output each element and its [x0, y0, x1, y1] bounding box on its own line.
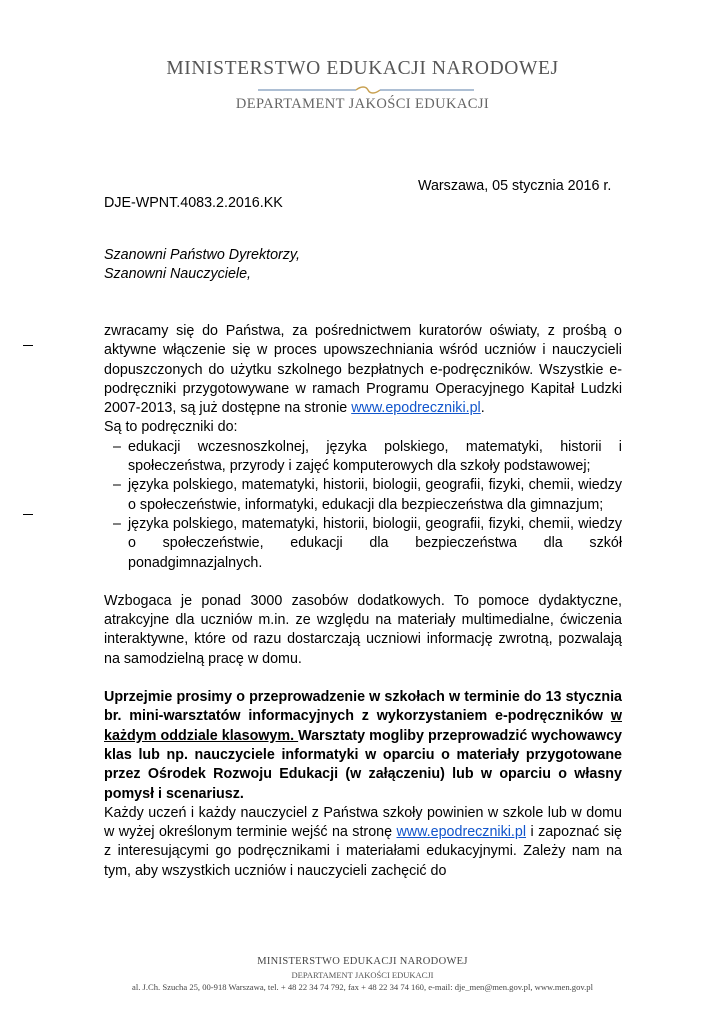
- paragraph-access-text-1: Każdy uczeń i każdy nauczyciel z Państwa szkoły powinien w szkole lub w domu w wyżej określonym terminie wejść na stronę: [104, 804, 622, 841]
- list-item: [104, 476, 622, 515]
- paragraph-request: [104, 688, 622, 804]
- letter-date: Warszawa, 05 stycznia 2016 r.: [418, 178, 612, 194]
- list-item-text: języka polskiego, matematyki, historii, biologii, geografii, fizyki, chemii, wiedzy o społeczeństwie, informatyki, edukacji dla bezpieczeństwa dla gimnazjum;: [128, 477, 622, 513]
- letter-body: [104, 322, 622, 881]
- letter-greeting: [104, 246, 300, 284]
- request-text-1: Uprzejmie prosimy o przeprowadzenie w szkołach w terminie do 13 stycznia br. mini-warsztatów informacyjnych z wykorzystaniem e-podręczników: [104, 689, 622, 725]
- footer-department: DEPARTAMENT JAKOŚCI EDUKACJI: [291, 970, 434, 980]
- letter-reference-number: DJE-WPNT.4083.2.2016.KK: [104, 195, 283, 211]
- list-intro: Są to podręczniki do:: [104, 419, 238, 436]
- epodreczniki-link[interactable]: www.epodreczniki.pl: [396, 824, 527, 841]
- fold-mark: [23, 514, 33, 515]
- request-text-underlined: w każdym oddziale klasowym.: [104, 708, 622, 744]
- paragraph-access: [104, 804, 622, 881]
- paragraph-intro: [104, 322, 622, 418]
- letterhead-ornament-rule: [258, 86, 474, 94]
- greeting-line-2: Szanowni Nauczyciele,: [104, 266, 252, 282]
- list-dash: –: [113, 477, 121, 494]
- letterhead-department: DEPARTAMENT JAKOŚCI EDUKACJI: [235, 96, 490, 112]
- list-item: [104, 515, 622, 573]
- list-dash: –: [113, 515, 121, 532]
- list-dash: –: [113, 438, 121, 455]
- paragraph-intro-text: zwracamy się do Państwa, za pośrednictwem kuratorów oświaty, z prośbą o aktywne włączenie się w proces upowszechniania wśród uczniów i nauczycieli dopuszczonych do użytku szkolnego bezpłatnych e-podręczników. Wszystkie e-podręczniki przygotowywane w ramach Programu Operacyjnego Kapitał Ludzki 2007-2013, są już dostępne na stronie: [104, 323, 622, 417]
- list-item-text: edukacji wczesnoszkolnej, języka polskiego, matematyki, historii i społeczeństwa, przyrody i zajęć komputerowych dla szkoły podstawowej;: [128, 438, 622, 475]
- request-text-2: Warsztaty mogliby przeprowadzić wychowawcy klas lub np. nauczyciele informatyki w oparciu o materiały przygotowane przez Ośrodek Rozwoju Edukacji (w załączeniu) lub w oparciu o własny pomysł i scenariusz.: [104, 727, 622, 802]
- epodreczniki-link[interactable]: www.epodreczniki.pl: [351, 400, 481, 417]
- footer-ministry: MINISTERSTWO EDUKACJI NARODOWEJ: [257, 956, 468, 967]
- letterhead-ministry-title: MINISTERSTWO EDUKACJI NARODOWEJ: [166, 58, 559, 79]
- paragraph-intro-end: .: [480, 400, 485, 417]
- list-item: [104, 438, 622, 477]
- paragraph-access-text-2: i zapoznać się z interesującymi go podręcznikami i materiałami edukacyjnymi. Zależy nam na tym, aby wszystkich uczniów i nauczycieli zachęcić do: [104, 824, 622, 879]
- paragraph-resources: Wzbogaca je ponad 3000 zasobów dodatkowych. To pomoce dydaktyczne, atrakcyjne dla uczniów m.in. ze względu na materiały multimedialne, ćwiczenia interaktywne, które od razu dostarczają uczniowi informację zwrotną, pozwalają na samodzielną pracę w domu.: [104, 592, 622, 667]
- footer-address: al. J.Ch. Szucha 25, 00-918 Warszawa, tel. + 48 22 34 74 792, fax + 48 22 34 74 160, e-mail: dje_men@men.gov.pl, www.men.gov.pl: [132, 982, 593, 992]
- greeting-line-1: Szanowni Państwo Dyrektorzy,: [104, 247, 300, 263]
- list-item-text: języka polskiego, matematyki, historii, biologii, geografii, fizyki, chemii, wiedzy o społeczeństwie, edukacji dla bezpieczeństwa dla szkół ponadgimnazjalnych.: [128, 515, 622, 571]
- fold-mark: [23, 345, 33, 346]
